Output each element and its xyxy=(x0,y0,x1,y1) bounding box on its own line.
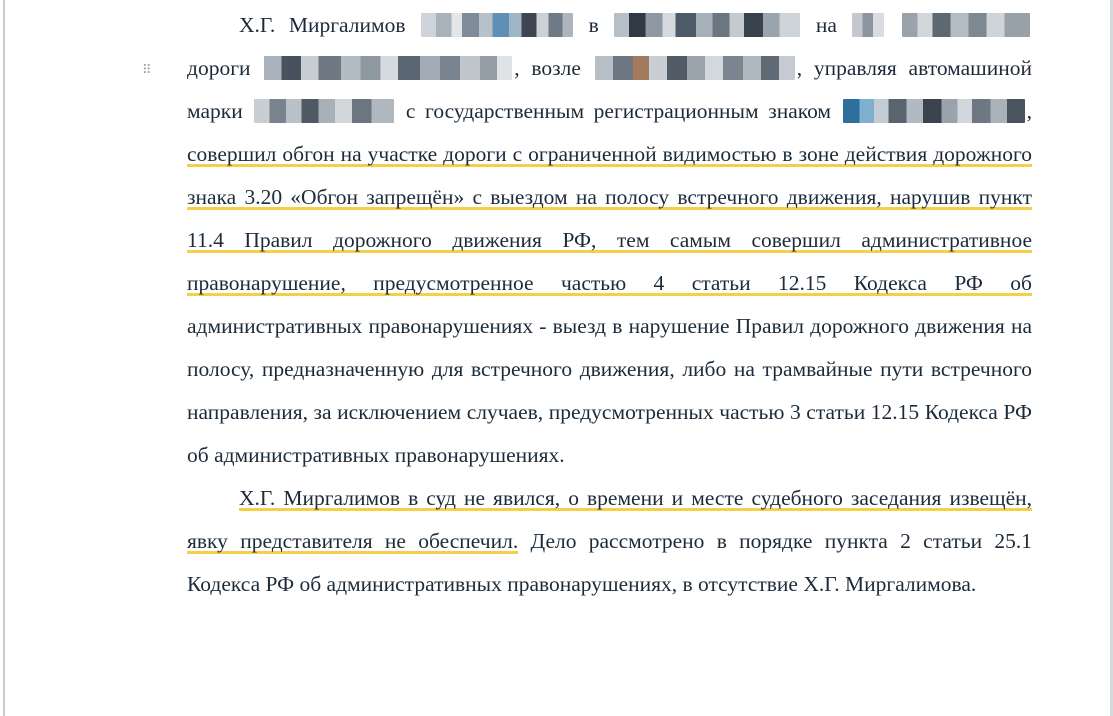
text-run: административных правонарушениях - выезд в нарушение Правил дорожного движения на полосу, предназначенную для встречного движения, либо на трамвайные пути встречного направления, за исключением случаев, предусмотренных частью 3 статьи 12.15 Кодекса РФ об административных правонарушениях. xyxy=(187,314,1032,467)
text-run: в xyxy=(575,13,613,37)
redacted-block xyxy=(852,13,884,37)
redacted-block xyxy=(421,13,573,37)
text-run: дороги xyxy=(187,56,263,80)
highlighted-text: Х.Г. Миргалимов в суд не явился, о времени и месте судебного заседания извещён, явку представителя не обеспечил. xyxy=(187,486,1032,553)
text-run: , управляя автомашиной марки xyxy=(187,56,1032,123)
text-run: , xyxy=(1026,99,1033,123)
redacted-block xyxy=(595,56,795,80)
text-run: на xyxy=(802,13,851,37)
text-run: с государственным регистрационным знаком xyxy=(396,99,841,123)
redacted-block xyxy=(843,99,1025,123)
paragraph-drag-handle-icon[interactable]: ⠿ xyxy=(142,62,153,77)
text-run xyxy=(886,13,900,37)
paragraph-absence-notice xyxy=(187,477,1032,606)
text-run: Дело рассмотрено в порядке пункта 2 статьи 25.1 Кодекса РФ об административных правонарушениях, в отсутствие Х.Г. Миргалимова. xyxy=(187,529,1032,596)
document-text-body xyxy=(187,4,1032,606)
text-run: , возле xyxy=(514,56,593,80)
paragraph-offense-description xyxy=(187,4,1032,477)
redacted-block xyxy=(254,99,394,123)
text-run: Х.Г. Миргалимов xyxy=(239,13,420,37)
highlighted-text: совершил обгон на участке дороги с ограниченной видимостью в зоне действия дорожного знака 3.20 «Обгон запрещён» с выездом на полосу встречного движения, нарушив пункт 11.4 Правил дорожного движения РФ, тем самым совершил административное правонарушение, предусмотренное частью 4 статьи 12.15 Кодекса РФ об xyxy=(187,142,1032,295)
redacted-block xyxy=(902,13,1030,37)
page-left-border xyxy=(3,0,5,716)
redacted-block xyxy=(614,13,800,37)
redacted-block xyxy=(264,56,512,80)
